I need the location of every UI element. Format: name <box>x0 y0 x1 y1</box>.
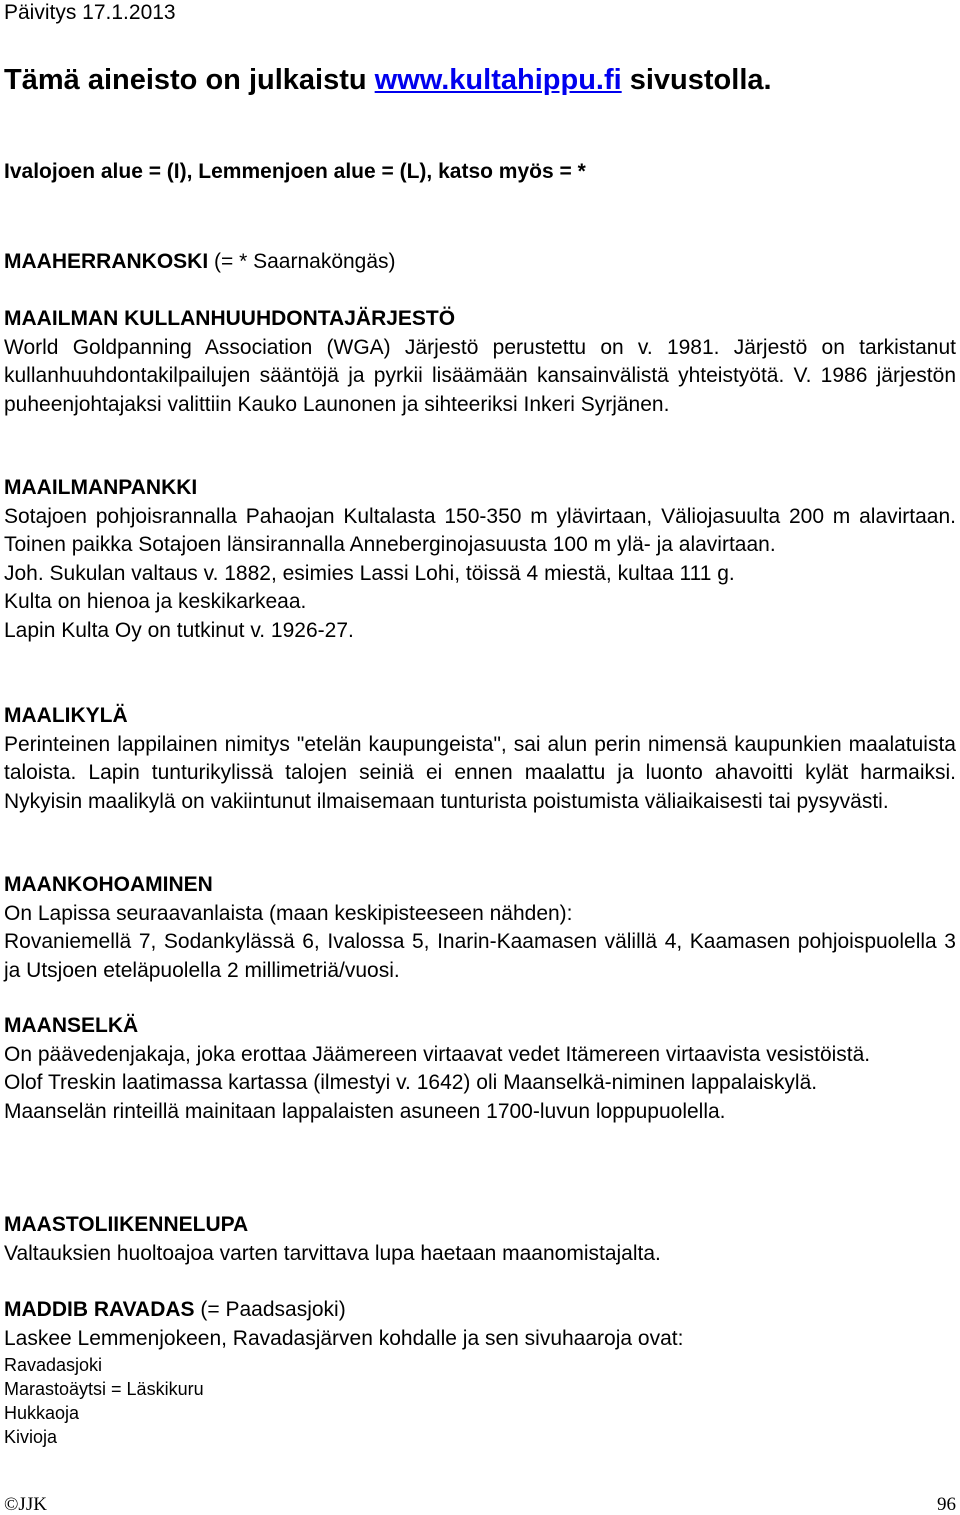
headword: MAALIKYLÄ <box>4 704 128 727</box>
page-number: 96 <box>937 1494 956 1515</box>
copyright: ©JJK <box>4 1494 47 1515</box>
entry-text: Rovaniemellä 7, Sodankylässä 6, Ivalossa 5, Inarin-Kaamasen välillä 4, Kaamasen pohjoispuolella 3 ja Utsjoen eteläpuolella 2 millimetriä/vuosi. <box>4 930 956 982</box>
headword: MAANSELKÄ <box>4 1014 139 1037</box>
entry-text: Maanselän rinteillä mainitaan lappalaisten asuneen 1700-luvun loppupuolella. <box>4 1099 726 1123</box>
notice-text-end: sivustolla. <box>621 64 772 96</box>
entry-maalikyla <box>4 702 956 816</box>
entry-text: World Goldpanning Association (WGA) Järjestö perustettu on v. 1981. Järjestö on tarkistanut kullanhuuhdontakilpailujen sääntöjä ja pyrkii lisäämään kansainvälistä yhteistyötä. V. 1986 järjestön puheenjohtajaksi valittiin Kauko Launonen ja sihteeriksi Inkeri Syrjänen. <box>4 335 956 416</box>
entry-maailmanpankki <box>4 474 956 645</box>
cross-reference: (= Paadsasjoki) <box>194 1298 346 1321</box>
entry-maanselka <box>4 1012 956 1126</box>
headword: MAAHERRANKOSKI <box>4 250 209 273</box>
entry-text: Valtauksien huoltoajoa varten tarvittava lupa haetaan maanomistajalta. <box>4 1241 661 1265</box>
branch-item: Kivioja <box>4 1427 58 1447</box>
entry-maankohoaminen <box>4 871 956 985</box>
entry-text: Kulta on hienoa ja keskikarkeaa. <box>4 590 307 613</box>
entry-text: Olof Treskin laatimassa kartassa (ilmestyi v. 1642) oli Maanselkä-niminen lappalaiskylä. <box>4 1071 818 1094</box>
entry-maastoliikennelupa <box>4 1211 956 1268</box>
entry-text: Lapin Kulta Oy on tutkinut v. 1926-27. <box>4 618 354 642</box>
branch-item: Hukkaoja <box>4 1403 80 1423</box>
entry-maddib-ravadas <box>4 1296 956 1449</box>
publication-notice <box>4 60 772 100</box>
entry-text: Joh. Sukulan valtaus v. 1882, esimies Lassi Lohi, töissä 4 miestä, kultaa 111 g. <box>4 561 735 585</box>
notice-text-start: Tämä aineisto on julkaistu <box>4 64 375 96</box>
headword: MADDIB RAVADAS <box>4 1298 195 1321</box>
headword: MAANKOHOAMINEN <box>4 873 213 896</box>
entry-maailman-kullanhuuhdontajarjesto <box>4 305 956 419</box>
entry-maaherrankoski <box>4 248 396 276</box>
entry-text: Sotajoen pohjoisrannalla Pahaojan Kultalasta 150-350 m ylävirtaan, Väliojasuulta 200 m alavirtaan. Toinen paikka Sotajoen länsirannalla Anneberginojasuusta 100 m ylä- ja alavirtaan. <box>4 504 956 556</box>
website-link[interactable]: www.kultahippu.fi <box>374 64 622 96</box>
entry-text: On päävedenjakaja, joka erottaa Jäämereen virtaavat vedet Itämereen virtaavista vesistöistä. <box>4 1042 871 1066</box>
cross-reference: (= * Saarnaköngäs) <box>208 250 396 273</box>
branch-item: Marastoäytsi = Läskikuru <box>4 1379 204 1399</box>
update-date: Päivitys 17.1.2013 <box>4 1 176 24</box>
branch-item: Ravadasjoki <box>4 1355 103 1375</box>
page-footer <box>0 1494 960 1515</box>
entry-text: On Lapissa seuraavanlaista (maan keskipisteeseen nähden): <box>4 901 573 925</box>
headword: MAAILMANPANKKI <box>4 476 198 499</box>
headword: MAASTOLIIKENNELUPA <box>4 1213 249 1236</box>
entry-text: Perinteinen lappilainen nimitys "etelän kaupungeista", sai alun perin nimensä kaupunkien maalatuista taloista. Lapin tunturikylissä talojen seiniä ei ennen maalattu ja luonto ahavoitti kylät harmaiksi. Nykyisin maalikylä on vakiintunut ilmaisemaan tunturista poistumista väliaikaisesti tai pysyvästi. <box>4 732 956 813</box>
area-legend: Ivalojoen alue = (I), Lemmenjoen alue = (L), katso myös = * <box>4 160 586 183</box>
entry-text: Laskee Lemmenjokeen, Ravadasjärven kohdalle ja sen sivuhaaroja ovat: <box>4 1326 684 1350</box>
headword: MAAILMAN KULLANHUUHDONTAJÄRJESTÖ <box>4 307 456 330</box>
